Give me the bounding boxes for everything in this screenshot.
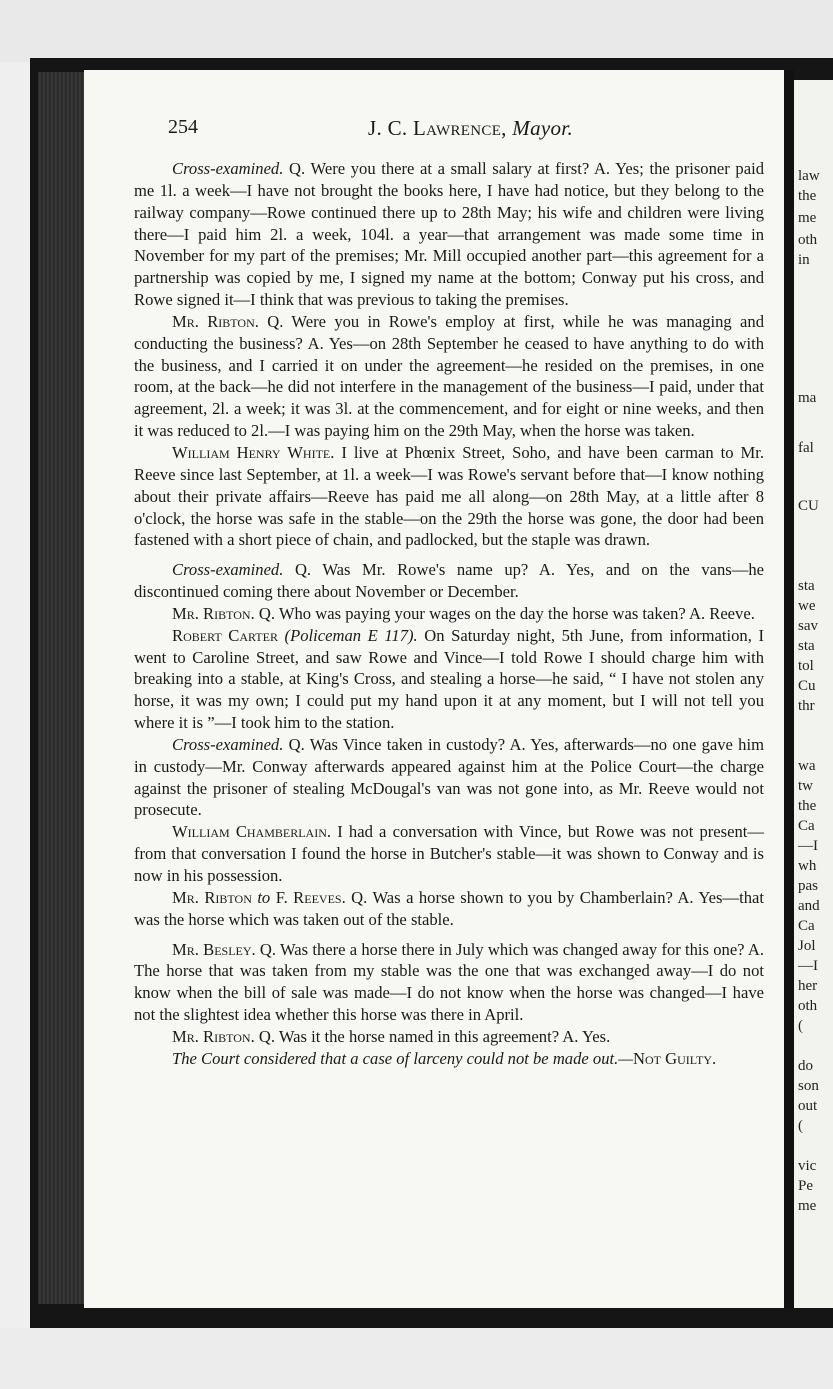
speaker-name: William Henry White.: [172, 442, 335, 462]
adjacent-page-text: tw: [798, 778, 813, 794]
adjacent-page-text: vic: [798, 1158, 817, 1174]
adjacent-page-text: do: [798, 1058, 813, 1074]
speaker-name: Robert Carter: [172, 625, 278, 645]
paragraph: [134, 311, 764, 442]
paragraph: [134, 625, 764, 734]
paragraph: [134, 1026, 764, 1048]
lead-in: Cross-examined.: [172, 560, 284, 580]
adjacent-page-text: me: [798, 1198, 817, 1214]
adjacent-page-text: wh: [798, 858, 817, 874]
speaker-name: F. Reeves.: [275, 887, 346, 907]
adjacent-page-text: —I: [798, 838, 818, 854]
running-head-title: Mayor.: [512, 116, 573, 140]
adjacent-page-text: oth: [798, 998, 818, 1014]
lead-in: The Court considered that a case of larceny could not be made out.—: [172, 1048, 634, 1068]
page-number: 254: [168, 116, 198, 138]
page-header: [168, 116, 768, 142]
speaker-aside: to: [251, 887, 276, 907]
adjacent-page-text: son: [798, 1078, 819, 1094]
adjacent-page-text: we: [798, 598, 816, 614]
speaker-name: Mr. Ribton.: [172, 603, 255, 623]
adjacent-page-text: wa: [798, 758, 816, 774]
page-edges: [38, 72, 86, 1304]
speaker-name: Mr. Ribton.: [172, 311, 259, 331]
paragraph-text: On Saturday night, 5th June, from information, I went to Caroline Street, and saw Rowe and Vince—I told Rowe I should charge him with breaking into a stable, at King's Cross, and stealing a horse—he said, “ I have not stolen any horse, it was my own; I could put my hand upon it at any moment, but I will not tell you where it is ”—I took him to the station.: [134, 625, 764, 733]
paragraph: [134, 1048, 764, 1070]
speaker-aside: (Policeman E 117).: [277, 625, 418, 645]
paragraph: [134, 887, 764, 931]
adjacent-page-text: her: [798, 978, 818, 994]
paragraph: [134, 939, 764, 1026]
adjacent-page-text: (: [798, 1118, 803, 1134]
speaker-name: Mr. Ribton.: [172, 1026, 255, 1046]
paragraph-text: Q. Was Vince taken in custody? A. Yes, afterwards—no one gave him in custody—Mr. Conway afterwards appeared against him at the Police Court—the charge against the prisoner of stealing McDougal's van was not gone into, as Mr. Reeve would not prosecute.: [134, 734, 764, 820]
adjacent-page-text: pas: [798, 878, 818, 894]
paragraph-text: Q. Were you there at a small salary at first? A. Yes; the prisoner paid me 1l. a week—I have not brought the books here, I have had notice, but they belong to the railway company—Rowe continued there up to 28th May; his wife and children were living there—I paid him 2l. a week, 104l. a year—that arrangement was made some time in November for my part of the premises; Mr. Mill occupied another part—this agreement for a partnership was copied by me, I signed my name at the bottom; Conway put his cross, and Rowe signed it—I think that was previous to taking the premises.: [134, 159, 764, 310]
lead-in: Cross-examined.: [172, 734, 284, 754]
adjacent-page-text: me: [798, 210, 817, 226]
adjacent-page-text: Ca: [798, 918, 815, 934]
adjacent-page-text: the: [798, 798, 817, 814]
adjacent-page-text: CU: [798, 498, 819, 514]
adjacent-page-text: sta: [798, 578, 815, 594]
adjacent-page-text: out: [798, 1098, 818, 1114]
paragraph-text: Q. Was a horse shown to you by Chamberlain? A. Yes—that was the horse which was taken out of the stable.: [134, 887, 764, 929]
adjacent-page-text: —I: [798, 958, 818, 974]
speaker-name: Mr. Ribton: [172, 887, 252, 907]
adjacent-page-text: fal: [798, 440, 814, 456]
adjacent-page-edge: [794, 80, 833, 1308]
speaker-name: Mr. Besley.: [172, 939, 256, 959]
lead-in: Cross-examined.: [172, 159, 284, 178]
adjacent-page-text: and: [798, 898, 820, 914]
adjacent-page-text: (: [798, 1018, 803, 1034]
running-head-name: J. C. Lawrence,: [368, 116, 507, 140]
adjacent-page-text: the: [798, 188, 817, 204]
verdict: Not Guilty.: [633, 1048, 717, 1068]
adjacent-page-text: tol: [798, 658, 814, 674]
adjacent-page-text: sta: [798, 638, 815, 654]
paragraph: [134, 821, 764, 887]
adjacent-page-text: in: [798, 252, 810, 268]
page-body: [134, 158, 764, 1070]
book-gutter: [784, 70, 794, 1308]
paragraph-text: I had a conversation with Vince, but Rowe was not present—from that conversation I found the horse in Butcher's stable—it was shown to Conway and is now in his possession.: [134, 822, 764, 885]
speaker-name: William Chamberlain.: [172, 822, 332, 842]
scan-top-margin: [0, 0, 833, 62]
paragraph-text: Q. Was there a horse there in July which was changed away for this one? A. The horse that was taken from my stable was the one that was exchanged away—I do not know when the bill of sale was made—I do not know when the horse was changed—I have not the slightest idea whether this horse was there in April.: [134, 939, 764, 1025]
running-head: [368, 116, 573, 141]
paragraph: [134, 442, 764, 551]
adjacent-page-text: oth: [798, 232, 818, 248]
adjacent-page-text: thr: [798, 698, 815, 714]
scan-bottom-margin: [0, 1328, 833, 1389]
paragraph: [134, 158, 764, 311]
adjacent-page-text: law: [798, 168, 820, 184]
adjacent-page-text: Cu: [798, 678, 816, 694]
paragraph: [134, 734, 764, 821]
paragraph: [134, 559, 764, 603]
adjacent-page-text: Ca: [798, 818, 815, 834]
paragraph-text: Q. Who was paying your wages on the day the horse was taken? A. Reeve.: [254, 603, 755, 623]
adjacent-page-text: sav: [798, 618, 818, 634]
paragraph-text: Q. Was Mr. Rowe's name up? A. Yes, and on the vans—he discontinued coming there about November or December.: [134, 560, 764, 602]
adjacent-page-text: Jol: [798, 938, 816, 954]
paragraph: [134, 603, 764, 625]
adjacent-page-text: Pe: [798, 1178, 813, 1194]
paragraph-text: Q. Was it the horse named in this agreement? A. Yes.: [254, 1026, 611, 1046]
paragraph-text: Q. Were you in Rowe's employ at first, while he was managing and conducting the business? A. Yes—on 28th September he ceased to have anything to do with the business, and I carried it on under the agreement—he resided on the premises, in one room, at the back—he did not interfere in the management of the business—I paid, under that agreement, 2l. a week; it was 3l. at the commencement, and for eight or nine weeks, and then it was reduced to 2l.—I was paying him on the 29th May, when the horse was taken.: [134, 311, 764, 441]
paragraph-text: I live at Phœnix Street, Soho, and have been carman to Mr. Reeve since last September, at 1l. a week—I was Rowe's servant before that—I know nothing about their private affairs—Reeve has paid me all along—on 28th May, at a little after 8 o'clock, the horse was safe in the stable—on the 29th the horse was gone, the door had been fastened with a short piece of chain, and padlocked, but the staple was drawn.: [134, 442, 764, 550]
adjacent-page-text: ma: [798, 390, 817, 406]
